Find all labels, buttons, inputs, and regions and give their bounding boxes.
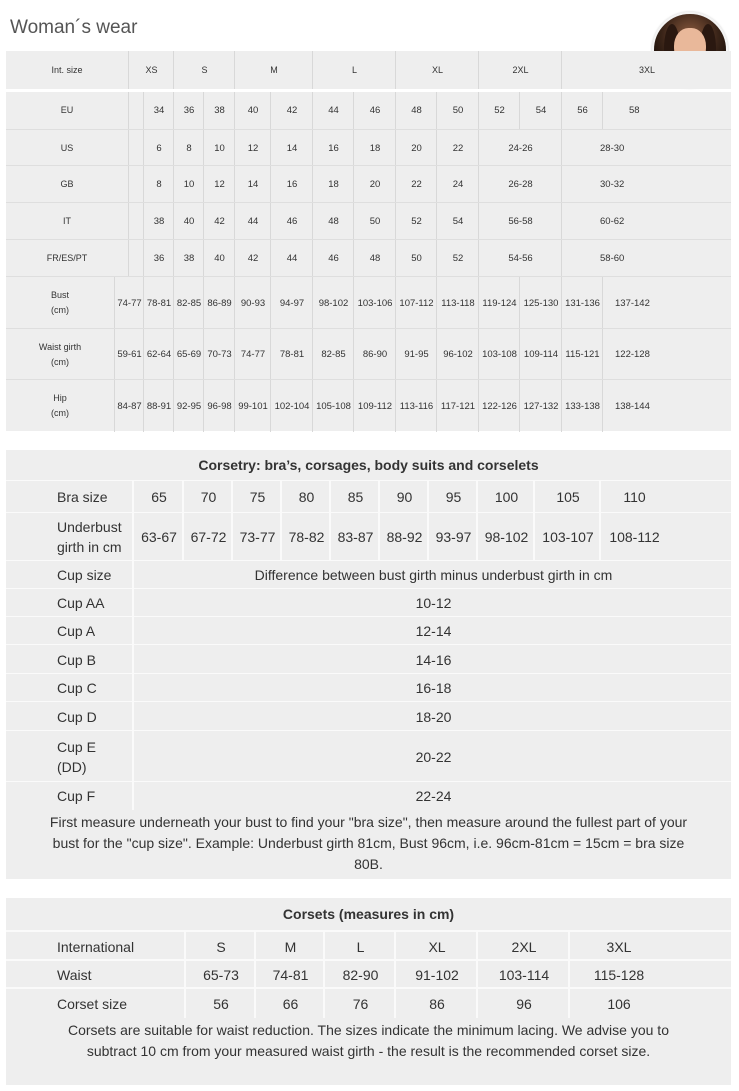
size-cell: 48	[395, 92, 437, 129]
size-cell: 54	[519, 92, 562, 129]
size-cell: 105-108	[312, 380, 354, 432]
corset-cell: 2XL	[476, 932, 570, 961]
size-cell: 18	[353, 130, 396, 166]
size-cell: 48	[312, 203, 354, 240]
size-cell: 98-102	[312, 277, 354, 329]
cup-size-row	[6, 560, 731, 589]
size-cell: 82-85	[173, 277, 204, 329]
size-cell: 38	[203, 92, 235, 129]
size-cell: 122-126	[478, 380, 520, 432]
size-cell: 42	[234, 240, 271, 277]
underbust-label: Underbust girth in cm	[57, 519, 122, 555]
bra-size-cell: 65	[132, 481, 184, 513]
size-cell: 52	[395, 203, 437, 240]
size-cell: 86-90	[353, 329, 396, 380]
size-cell: 22	[436, 130, 479, 166]
corset-cell: L	[323, 932, 396, 961]
corsets-note: Corsets are suitable for waist reduction. The sizes indicate the minimum lacing. We advise you to subtract 10 cm from your measured waist girth - the result is the recommended corset size.	[68, 1022, 669, 1059]
size-cell: 46	[312, 240, 354, 277]
corset-cell: M	[254, 932, 325, 961]
size-row-label	[6, 203, 128, 240]
size-cell: 44	[234, 203, 271, 240]
size-cell: 50	[395, 240, 437, 277]
cup-label: Cup A	[57, 623, 96, 639]
size-cell: 14	[234, 166, 271, 203]
cup-row	[6, 730, 731, 782]
size-cell: 94-97	[270, 277, 313, 329]
cup-row	[6, 673, 731, 702]
size-cell: 92-95	[173, 380, 204, 432]
size-cell: 59-61	[114, 329, 144, 380]
size-cell: 119-124	[478, 277, 520, 329]
size-cell: 46	[270, 203, 313, 240]
underbust-cell: 78-82	[280, 513, 331, 561]
size-cell: 10	[203, 130, 235, 166]
bra-size-cell: 85	[329, 481, 380, 513]
bra-size-label: Bra size	[57, 489, 108, 505]
size-cell: 8	[173, 130, 204, 166]
corset-cell: XL	[394, 932, 478, 961]
corsetry-note: First measure underneath your bust to find your "bra size", then measure around the fullest part of your bust for the "cup size". Example: Underbust girth 81cm, Bust 96cm, i.e. 96cm-81cm = 15cm = bra size 80B.	[49, 814, 688, 872]
size-cell: 107-112	[395, 277, 437, 329]
row-unit-text: (cm)	[51, 408, 69, 418]
corset-cell: 56	[184, 989, 256, 1018]
bra-size-cell: 90	[378, 481, 429, 513]
corset-cell: S	[184, 932, 256, 961]
size-cell: 30-32	[561, 166, 732, 203]
size-cell: 82-85	[312, 329, 354, 380]
cup-value: 14-16	[132, 645, 733, 674]
size-row-label	[6, 380, 114, 432]
bra-size-cell: 100	[476, 481, 535, 513]
size-row	[6, 239, 731, 277]
corset-row	[6, 930, 731, 961]
corset-row	[6, 987, 731, 1018]
cup-label: Cup E (DD)	[57, 738, 96, 775]
cup-row	[6, 644, 731, 674]
spacer-cell	[128, 166, 144, 203]
size-cell: 12	[234, 130, 271, 166]
size-cell: 40	[203, 240, 235, 277]
cup-row	[6, 781, 731, 810]
cup-label: Cup B	[57, 651, 96, 668]
bra-size-row	[6, 480, 731, 513]
size-cell: 12	[203, 166, 235, 203]
cup-row	[6, 616, 731, 645]
size-cell: 122-128	[602, 329, 732, 380]
corsets-table	[6, 898, 731, 1085]
row-label-text: IT	[63, 216, 71, 226]
row-label-text: Hip	[53, 393, 67, 403]
row-label-text: EU	[60, 105, 74, 115]
corset-cell: 76	[323, 989, 396, 1018]
size-cell: 102-104	[270, 380, 313, 432]
size-cell: 90-93	[234, 277, 271, 329]
size-cell: 109-112	[353, 380, 396, 432]
corset-row-label: International	[57, 938, 135, 955]
size-cell: 40	[173, 203, 204, 240]
size-cell: 8	[143, 166, 174, 203]
size-cell: 20	[395, 130, 437, 166]
row-label-text: GB	[60, 179, 74, 189]
underbust-cell: 67-72	[182, 513, 233, 561]
size-cell: 99-101	[234, 380, 271, 432]
size-cell: 133-138	[561, 380, 603, 432]
size-cell: 42	[203, 203, 235, 240]
size-cell: 20	[353, 166, 396, 203]
underbust-cell: 93-97	[427, 513, 478, 561]
cup-row	[6, 588, 731, 617]
size-header-row	[6, 51, 731, 89]
size-cell: 42	[270, 92, 313, 129]
cup-row	[6, 701, 731, 731]
underbust-cell: 108-112	[599, 513, 668, 561]
underbust-cell: 83-87	[329, 513, 380, 561]
size-cell: 26-28	[478, 166, 562, 203]
size-cell: 103-108	[478, 329, 520, 380]
size-cell: 50	[436, 92, 479, 129]
size-cell: 54	[436, 203, 479, 240]
size-cell: 38	[143, 203, 174, 240]
cup-value: 22-24	[132, 782, 733, 810]
size-cell: 91-95	[395, 329, 437, 380]
corset-cell: 82-90	[323, 961, 396, 989]
bra-size-cell: 75	[231, 481, 282, 513]
size-cell: 48	[353, 240, 396, 277]
row-label-text: Waist girth	[38, 341, 82, 352]
int-size-6: 3XL	[561, 51, 732, 89]
size-row	[6, 129, 731, 166]
spacer-cell	[128, 240, 144, 277]
size-cell: 52	[436, 240, 479, 277]
int-size-2: M	[234, 51, 313, 89]
cup-value: 18-20	[132, 702, 733, 731]
underbust-cell: 63-67	[132, 513, 184, 561]
cup-value: 12-14	[132, 617, 733, 645]
corset-cell: 65-73	[184, 961, 256, 989]
size-conversion-table	[6, 92, 731, 431]
int-size-0: XS	[128, 51, 174, 89]
corset-row-label: Corset size	[57, 995, 128, 1012]
corset-cell: 96	[476, 989, 570, 1018]
size-cell: 34	[143, 92, 174, 129]
size-row-label	[6, 277, 114, 329]
size-cell: 56-58	[478, 203, 562, 240]
page-title: Woman´s wear	[10, 17, 138, 38]
bra-size-cell: 95	[427, 481, 478, 513]
row-label-text: Bust	[50, 290, 69, 300]
cup-value: 20-22	[132, 731, 733, 782]
size-cell: 65-69	[173, 329, 204, 380]
row-unit-text: (cm)	[51, 305, 69, 315]
size-row-label	[6, 240, 128, 277]
corset-cell: 3XL	[568, 932, 668, 961]
spacer-cell	[128, 130, 144, 166]
size-row	[6, 92, 731, 129]
size-cell: 58	[602, 92, 732, 129]
size-cell: 50	[353, 203, 396, 240]
size-cell: 22	[395, 166, 437, 203]
corset-cell: 86	[394, 989, 478, 1018]
int-size-label: Int. size	[51, 65, 83, 75]
size-cell: 18	[312, 166, 354, 203]
size-cell: 44	[270, 240, 313, 277]
corsets-title: Corsets (measures in cm)	[282, 906, 455, 922]
size-cell: 16	[312, 130, 354, 166]
underbust-row	[6, 512, 731, 561]
size-cell: 54-56	[478, 240, 562, 277]
underbust-cell: 98-102	[476, 513, 535, 561]
bra-size-cell: 105	[533, 481, 601, 513]
corset-cell: 74-81	[254, 961, 325, 989]
int-size-3: L	[312, 51, 396, 89]
size-cell: 113-116	[395, 380, 437, 432]
corset-row-label: Waist	[57, 967, 92, 983]
row-unit-text: (cm)	[51, 356, 69, 367]
row-label-text: FR/ES/PT	[46, 253, 88, 263]
size-cell: 38	[173, 240, 204, 277]
corset-cell: 66	[254, 989, 325, 1018]
size-cell: 74-77	[234, 329, 271, 380]
cup-size-label: Cup size	[57, 567, 112, 583]
int-size-4: XL	[395, 51, 479, 89]
size-cell: 40	[234, 92, 271, 129]
size-cell: 24	[436, 166, 479, 203]
size-cell: 6	[143, 130, 174, 166]
size-row	[6, 202, 731, 240]
size-cell: 10	[173, 166, 204, 203]
size-cell: 117-121	[436, 380, 479, 432]
size-cell: 137-142	[602, 277, 732, 329]
cup-label: Cup C	[57, 680, 97, 696]
bra-size-cell: 110	[599, 481, 668, 513]
size-cell: 96-102	[436, 329, 479, 380]
size-cell: 78-81	[143, 277, 174, 329]
size-cell: 46	[353, 92, 396, 129]
size-row	[6, 328, 731, 380]
size-cell: 24-26	[478, 130, 562, 166]
cup-label: Cup AA	[57, 595, 105, 611]
cup-size-description: Difference between bust girth minus underbust girth in cm	[132, 561, 733, 589]
size-cell: 74-77	[114, 277, 144, 329]
cup-value: 10-12	[132, 589, 733, 617]
corset-row	[6, 959, 731, 989]
size-cell: 109-114	[519, 329, 562, 380]
size-cell: 103-106	[353, 277, 396, 329]
bra-size-cell: 70	[182, 481, 233, 513]
size-cell: 28-30	[561, 130, 732, 166]
size-row-label	[6, 166, 128, 203]
size-cell: 36	[143, 240, 174, 277]
size-cell: 88-91	[143, 380, 174, 432]
size-row-label	[6, 92, 128, 129]
spacer-cell	[128, 203, 144, 240]
size-cell: 115-121	[561, 329, 603, 380]
size-cell: 78-81	[270, 329, 313, 380]
underbust-cell: 103-107	[533, 513, 601, 561]
corset-cell: 106	[568, 989, 668, 1018]
size-row	[6, 379, 731, 432]
cup-label: Cup D	[57, 708, 97, 725]
size-cell: 70-73	[203, 329, 235, 380]
underbust-cell: 88-92	[378, 513, 429, 561]
cup-label: Cup F	[57, 788, 96, 804]
size-cell: 127-132	[519, 380, 562, 432]
size-row-label	[6, 130, 128, 166]
row-label-text: US	[60, 142, 74, 153]
corset-cell: 91-102	[394, 961, 478, 989]
size-cell: 125-130	[519, 277, 562, 329]
int-size-5: 2XL	[478, 51, 562, 89]
size-cell: 14	[270, 130, 313, 166]
spacer-cell	[128, 92, 144, 129]
size-cell: 44	[312, 92, 354, 129]
size-cell: 60-62	[561, 203, 732, 240]
size-cell: 113-118	[436, 277, 479, 329]
size-cell: 16	[270, 166, 313, 203]
size-row-label	[6, 329, 114, 380]
size-row	[6, 165, 731, 203]
size-cell: 131-136	[561, 277, 603, 329]
size-cell: 138-144	[602, 380, 732, 432]
size-cell: 62-64	[143, 329, 174, 380]
bra-size-cell: 80	[280, 481, 331, 513]
size-cell: 36	[173, 92, 204, 129]
cup-value: 16-18	[132, 674, 733, 702]
size-cell: 84-87	[114, 380, 144, 432]
int-size-1: S	[173, 51, 235, 89]
size-cell: 96-98	[203, 380, 235, 432]
corset-cell: 103-114	[476, 961, 570, 989]
size-cell: 58-60	[561, 240, 732, 277]
corsetry-title: Corsetry: bra’s, corsages, body suits and corselets	[198, 457, 539, 473]
size-cell: 52	[478, 92, 520, 129]
corset-cell: 115-128	[568, 961, 668, 989]
corsetry-table	[6, 450, 731, 879]
size-row	[6, 276, 731, 329]
underbust-cell: 73-77	[231, 513, 282, 561]
size-cell: 86-89	[203, 277, 235, 329]
size-cell: 56	[561, 92, 603, 129]
